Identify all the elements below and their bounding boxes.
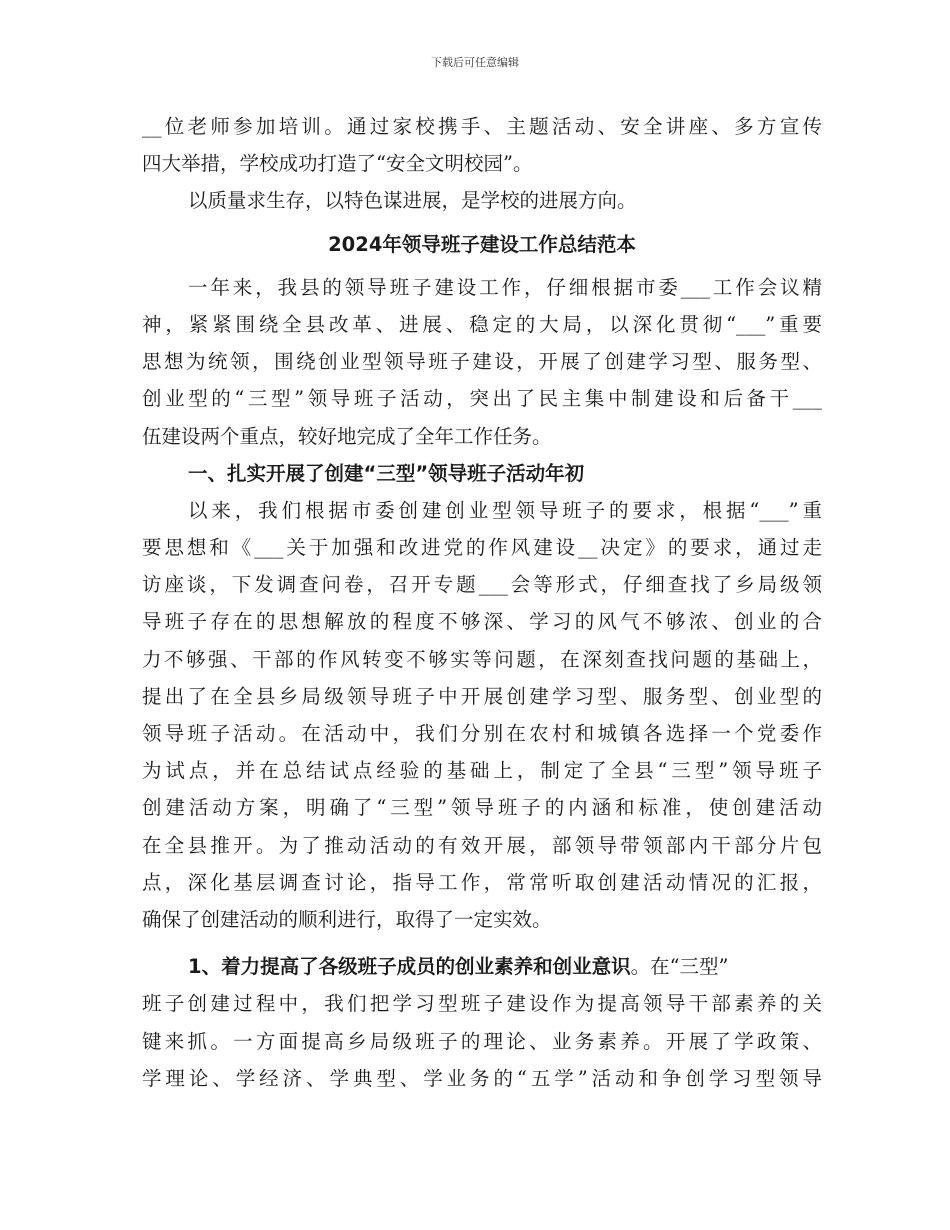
page-header: 下载后可任意编辑 [431,56,519,69]
point-line [142,948,822,985]
text-line: 确保了创建活动的顺利进行，取得了一定实效。 [142,907,552,931]
text-line: 以来，我们根据市委创建创业型领导班子的要求，根据“___”重 [188,498,822,522]
text-line: 点，深化基层调查讨论，指导工作，常常听取创建活动情况的汇报， [142,870,822,894]
text-line: 创建活动方案，明确了“三型”领导班子的内涵和标准，使创建活动 [142,796,822,820]
text-line: 创业型的“三型”领导班子活动，突出了民主集中制建设和后备干___ [142,387,822,411]
text-line: __位老师参加培训。通过家校携手、主题活动、安全讲座、多方宣传 [142,115,822,138]
point-text: 。在“三型” [630,955,729,979]
point-heading: 1、着力提高了各级班子成员的创业素养和创业意识 [188,955,631,979]
text-line: 伍建设两个重点，较好地完成了全年工作任务。 [142,424,552,448]
text-line: 班子创建过程中，我们把学习型班子建设作为提高领导干部素养的关 [142,992,822,1016]
text-line: 学理论、学经济、学典型、学业务的“五学”活动和争创学习型领导 [142,1066,822,1090]
text-line: 提出了在全县乡局级领导班子中开展创建学习型、服务型、创业型的 [142,684,822,708]
text-line: 要思想和《___关于加强和改进党的作风建设__决定》的要求，通过走 [142,536,822,560]
text-line: 四大举措，学校成功打造了“安全文明校园”。 [142,152,533,176]
text-line: 导班子存在的思想解放的程度不够深、学习的风气不够浓、创业的合 [142,610,822,634]
section-heading: 一、扎实开展了创建“三型”领导班子活动年初 [188,461,585,485]
text-line: 键来抓。一方面提高乡局级班子的理论、业务素养。开展了学政策、 [142,1029,822,1053]
text-line: 访座谈，下发调查问卷，召开专题___会等形式，仔细查找了乡局级领 [142,573,822,597]
text-line: 思想为统领，围绕创业型领导班子建设，开展了创建学习型、服务型、 [142,350,822,374]
text-line: 以质量求生存，以特色谋进展，是学校的进展方向。 [188,189,637,213]
document-body [142,108,822,1097]
document-title: 2024年领导班子建设工作总结范本 [328,232,636,256]
text-line: 为试点，并在总结试点经验的基础上，制定了全县“三型”领导班子 [142,759,822,783]
text-line: 领导班子活动。在活动中，我们分别在农村和城镇各选择一个党委作 [142,722,822,745]
text-line: 神，紧紧围绕全县改革、进展、稳定的大局，以深化贯彻“___”重要 [142,312,822,336]
text-line: 在全县推开。为了推动活动的有效开展，部领导带领部内干部分片包 [142,833,822,857]
text-line: 力不够强、干部的作风转变不够实等问题，在深刻查找问题的基础上， [142,647,822,671]
text-line: 一年来，我县的领导班子建设工作，仔细根据市委___工作会议精 [188,275,822,299]
